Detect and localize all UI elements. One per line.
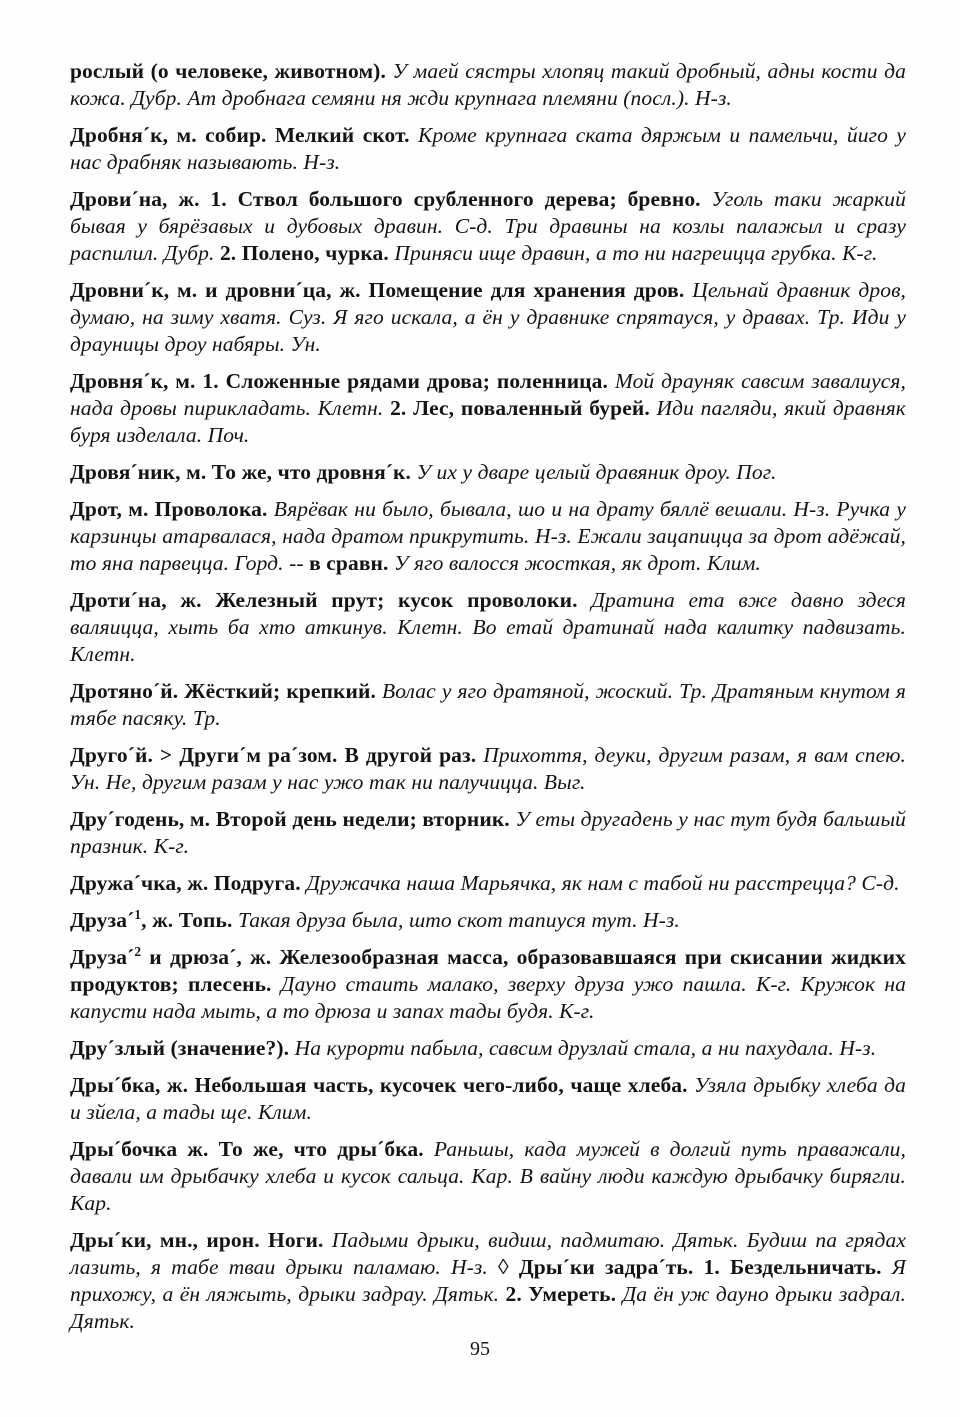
entry-example-text: Волас у яго дратяной, жоский. Тр. Дратяным кнутом я тябе пасяку. Тр. [70, 679, 906, 730]
dictionary-entry [70, 587, 906, 668]
dictionary-entry [70, 122, 906, 176]
entry-marker: ◊ [497, 1255, 519, 1279]
entry-headword-definition: Дроти´на, ж. Железный прут; кусок проволоки. [70, 588, 592, 612]
homonym-number: 1 [134, 906, 142, 922]
dictionary-entry [70, 459, 906, 486]
dictionary-entry [70, 907, 906, 934]
entry-headword-definition: Друза´ [70, 945, 135, 969]
entry-example-text: Мой драуняк савсим завалиуся, нада дровы пирикладать. Клетн. [70, 369, 907, 420]
entry-headword-definition: Дружа´чка, ж. Подруга. [70, 871, 307, 895]
entry-headword-definition: в сравн. [309, 551, 394, 575]
entry-headword-definition: Дры´ки задра´ть. 1. Бездельничать. [518, 1255, 892, 1279]
entry-example-text: Уголь таки жаркий бывая у бярёзавых и дубовых дравин. С-д. Три дравины на козлы палажыл и сразу распилил. Дубр. [70, 187, 906, 265]
entry-marker: -- [289, 551, 310, 575]
entry-headword-definition: 2. Полено, чурка. [219, 241, 395, 265]
entry-headword-definition: Дрот, м. Проволока. [70, 497, 274, 521]
dictionary-entry [70, 806, 906, 860]
entry-example-text: Дружачка наша Марьячка, як нам с табой ни расстрецца? С-д. [306, 871, 900, 895]
entry-headword-definition: Друза´ [70, 908, 135, 932]
entry-headword-definition: Дру´годень, м. Второй день недели; вторник. [70, 807, 516, 831]
entry-headword-definition: Дру´злый (значение?). [70, 1036, 295, 1060]
entry-headword-definition: Дротяно´й. Жёсткий; крепкий. [70, 679, 382, 703]
entry-example-text: Дратина ета вже давно здеся валяицца, хыть ба хто аткинув. Клетн. Во етай дратинай нада калитку падвизать. Клетн. [70, 588, 907, 666]
entry-example-text: Раньшы, када мужей в долгий путь праважали, давали им дрыбачку хлеба и кусок сальца. Кар. В вайну люди каждую дрыбачку бирягли. Кар. [70, 1137, 906, 1215]
entry-example-text: На курорти пабыла, савсим друзлай стала, а ни пахудала. Н-з. [294, 1036, 877, 1060]
entry-example-text: У еты другадень у нас тут будя бальшый празник. К-г. [70, 807, 906, 858]
entry-example-text: Приняси ище дравин, а то ни нагреицца грубка. К-г. [394, 241, 878, 265]
entry-headword-definition: Дробня´к, м. собир. Мелкий скот. [70, 123, 419, 147]
entry-example-text: Прихоття, деуки, другим разам, я вам спею. Ун. Не, другим разам у нас ужо так ни палучицца. Выг. [70, 743, 906, 794]
entry-headword-definition: 2. Умереть. [505, 1282, 623, 1306]
dictionary-entry [70, 277, 906, 358]
entry-headword-definition: и дрюза´, ж. Железообразная масса, образовавшаяся при скисании жидких продуктов; плесень. [70, 945, 906, 996]
dictionary-entry [70, 944, 906, 1025]
entry-example-text: Цельнай дравник дров, думаю, на зиму хватя. Суз. Я яго искала, а ён у дравнике спрятауся, у дравах. Тр. Иди у драуницы дроу набяры. Ун. [70, 278, 906, 356]
entry-example-text: У маей сястры хлопяц такий дробный, адны кости да кожа. Дубр. Ат дробнага семяни ня жди крупнага племяни (посл.). Н-з. [70, 59, 906, 110]
entry-headword-definition: Дры´бка, ж. Небольшая часть, кусочек чего-либо, чаще хлеба. [70, 1073, 695, 1097]
entry-example-text: Падыми дрыки, видиш, падмитаю. Дятьк. Будиш па грядах лазить, я табе тваи дрыки паламаю. Н-з. [70, 1228, 906, 1279]
entry-example-text: Иди пагляди, який дравняк буря изделала. Поч. [70, 396, 906, 447]
entry-example-text: Дауно стаить малако, зверху друза ужо пашла. К-г. Кружок на капусти нада мыть, а то дрюза и запах тады будя. К-г. [70, 972, 906, 1023]
entry-headword-definition: рослый (о человеке, животном). [70, 59, 393, 83]
dictionary-entry [70, 1035, 906, 1062]
entry-headword-definition: Дровни´к, м. и дровни´ца, ж. Помещение для хранения дров. [70, 278, 693, 302]
homonym-number: 2 [134, 943, 142, 959]
dictionary-entry [70, 496, 906, 577]
page-number: 95 [470, 1338, 490, 1360]
dictionary-entry [70, 368, 906, 449]
dictionary-entry [70, 58, 906, 112]
entry-headword-definition: Дрови´на, ж. 1. Ствол большого срубленного дерева; бревно. [70, 187, 712, 211]
entry-example-text: Узяла дрыбку хлеба да и зйела, а тады ще. Клим. [70, 1073, 907, 1124]
entry-example-text: Я прихожу, а ён ляжыть, дрыки задрау. Дятьк. [70, 1255, 907, 1306]
entry-example-text: Такая друза была, што скот тапиуся тут. Н-з. [237, 908, 680, 932]
entry-example-text: У их у дваре целый дравяник дроу. Пог. [416, 460, 777, 484]
entry-example-text: У яго валосся жосткая, як дрот. Клим. [393, 551, 761, 575]
entry-headword-definition: Дровня´к, м. 1. Сложенные рядами дрова; поленница. [70, 369, 615, 393]
dictionary-entry [70, 742, 906, 796]
entry-example-text: Кроме крупнага ската дяржым и памельчи, йиго у нас драбняк называють. Н-з. [70, 123, 907, 174]
dictionary-entry [70, 678, 906, 732]
entry-headword-definition: 2. Лес, поваленный бурей. [390, 396, 657, 420]
entry-example-text: Вярёвак ни было, бывала, шо и на драту бяллё вешали. Н-з. Ручка у карзинцы атарвалася, нада дратом прикрутить. Н-з. Ежали зацапицца за дрот адёжай, то яна парвецца. Горд. [70, 497, 906, 575]
entry-headword-definition: Дровя´ник, м. То же, что дровня´к. [70, 460, 417, 484]
entries-container [70, 58, 906, 1345]
entry-headword-definition: Дры´ки, мн., ирон. Ноги. [70, 1228, 332, 1252]
dictionary-entry [70, 1227, 906, 1335]
dictionary-entry [70, 1136, 906, 1217]
entry-headword-definition: Дры´бочка ж. То же, что дры´бка. [70, 1137, 434, 1161]
dictionary-entry [70, 186, 906, 267]
entry-example-text: Да ён уж дауно дрыки задрал. Дятьк. [70, 1282, 906, 1333]
entry-headword-definition: , ж. Топь. [141, 908, 238, 932]
dictionary-entry [70, 870, 906, 897]
entry-headword-definition: Друго´й. > Други´м ра´зом. В другой раз. [70, 743, 484, 767]
dictionary-entry [70, 1072, 906, 1126]
